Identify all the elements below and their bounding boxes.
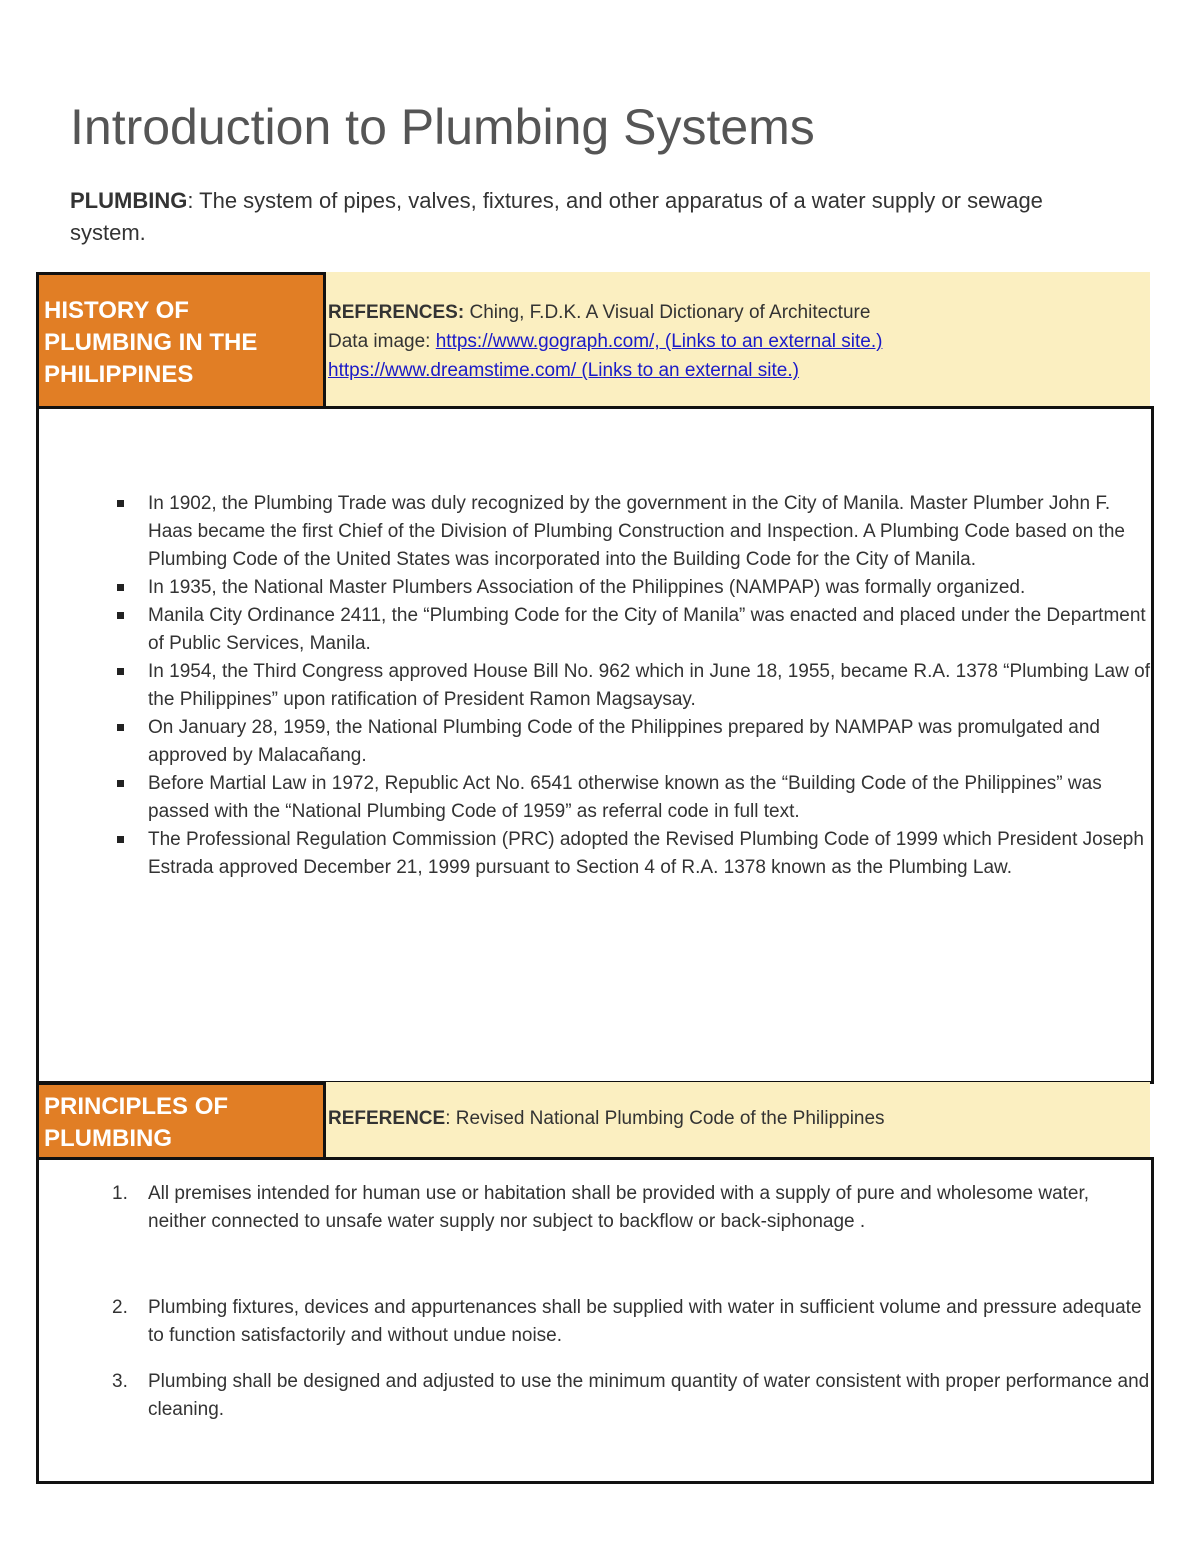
history-item-text: Manila City Ordinance 2411, the “Plumbing Code for the City of Manila” was enacted and placed under the Department of Public Services, Manila. xyxy=(148,605,1146,654)
plumbing-definition xyxy=(70,185,1110,249)
principle-list-item xyxy=(110,1368,1150,1424)
square-bullet-icon xyxy=(117,612,124,619)
references-text: Ching, F.D.K. A Visual Dictionary of Architecture xyxy=(464,302,871,323)
history-list-item xyxy=(110,602,1150,658)
references-label: REFERENCES: xyxy=(328,302,465,323)
square-bullet-icon xyxy=(117,668,124,675)
square-bullet-icon xyxy=(117,500,124,507)
history-list-item xyxy=(110,770,1150,826)
principle-list-item xyxy=(110,1180,1150,1236)
history-item-text: In 1935, the National Master Plumbers Association of the Philippines (NAMPAP) was formally organized. xyxy=(148,577,1026,598)
page-title: Introduction to Plumbing Systems xyxy=(70,99,815,155)
dreamstime-link[interactable]: https://www.dreamstime.com/ (Links to an external site.) xyxy=(328,360,799,381)
history-item-text: In 1902, the Plumbing Trade was duly recognized by the government in the City of Manila. Master Plumber John F. Haas became the first Chief of the Division of Plumbing Construction and Inspection. A Plumbing Code based on the Plumbing Code of the United States was incorporated into the Building Code for the City of Manila. xyxy=(148,493,1125,570)
history-list xyxy=(110,490,1150,882)
history-list-item xyxy=(110,826,1150,882)
principle-text: All premises intended for human use or habitation shall be provided with a supply of pure and wholesome water, neither connected to unsafe water supply nor subject to backflow or back-siphonage . xyxy=(148,1183,1090,1232)
history-item-text: Before Martial Law in 1972, Republic Act No. 6541 otherwise known as the “Building Code of the Philippines” was passed with the “National Plumbing Code of 1959” as referral code in full text. xyxy=(148,773,1102,822)
principles-reference xyxy=(326,1082,1150,1158)
principle-text: Plumbing fixtures, devices and appurtenances shall be supplied with water in sufficient volume and pressure adequate to function satisfactorily and without undue noise. xyxy=(148,1297,1142,1346)
history-list-item xyxy=(110,714,1150,770)
principle-text: Plumbing shall be designed and adjusted to use the minimum quantity of water consistent with proper performance and cleaning. xyxy=(148,1371,1150,1420)
history-item-text: On January 28, 1959, the National Plumbing Code of the Philippines prepared by NAMPAP was promulgated and approved by Malacañang. xyxy=(148,717,1100,766)
gograph-link[interactable]: https://www.gograph.com/, (Links to an external site.) xyxy=(435,331,883,352)
history-list-item xyxy=(110,490,1150,574)
square-bullet-icon xyxy=(117,724,124,731)
history-list-item xyxy=(110,658,1150,714)
history-item-text: The Professional Regulation Commission (PRC) adopted the Revised Plumbing Code of 1999 which President Joseph Estrada approved December 21, 1999 pursuant to Section 4 of R.A. 1378 known as the Plumbing Law. xyxy=(148,829,1144,878)
history-references xyxy=(326,272,1150,408)
principle-number: 3. xyxy=(112,1371,128,1392)
principle-number: 2. xyxy=(112,1297,128,1318)
square-bullet-icon xyxy=(117,780,124,787)
reference-label: REFERENCE xyxy=(328,1108,446,1129)
definition-term: PLUMBING xyxy=(70,188,188,213)
square-bullet-icon xyxy=(117,584,124,591)
history-list-item xyxy=(110,574,1150,602)
data-image-label: Data image: xyxy=(328,331,436,352)
principle-number: 1. xyxy=(112,1183,128,1204)
history-item-text: In 1954, the Third Congress approved House Bill No. 962 which in June 18, 1955, became R.A. 1378 “Plumbing Law of the Philippines” upon ratification of President Ramon Magsaysay. xyxy=(148,661,1150,710)
principle-list-item xyxy=(110,1294,1150,1350)
principles-list xyxy=(110,1180,1150,1424)
square-bullet-icon xyxy=(117,836,124,843)
reference-text: : Revised National Plumbing Code of the Philippines xyxy=(445,1108,885,1129)
principles-section-header: PRINCIPLES OF PLUMBING xyxy=(36,1082,326,1160)
history-section-header: HISTORY OF PLUMBING IN THE PHILIPPINES xyxy=(36,272,326,410)
definition-text: : The system of pipes, valves, fixtures, and other apparatus of a water supply or sewage system. xyxy=(70,188,1043,245)
